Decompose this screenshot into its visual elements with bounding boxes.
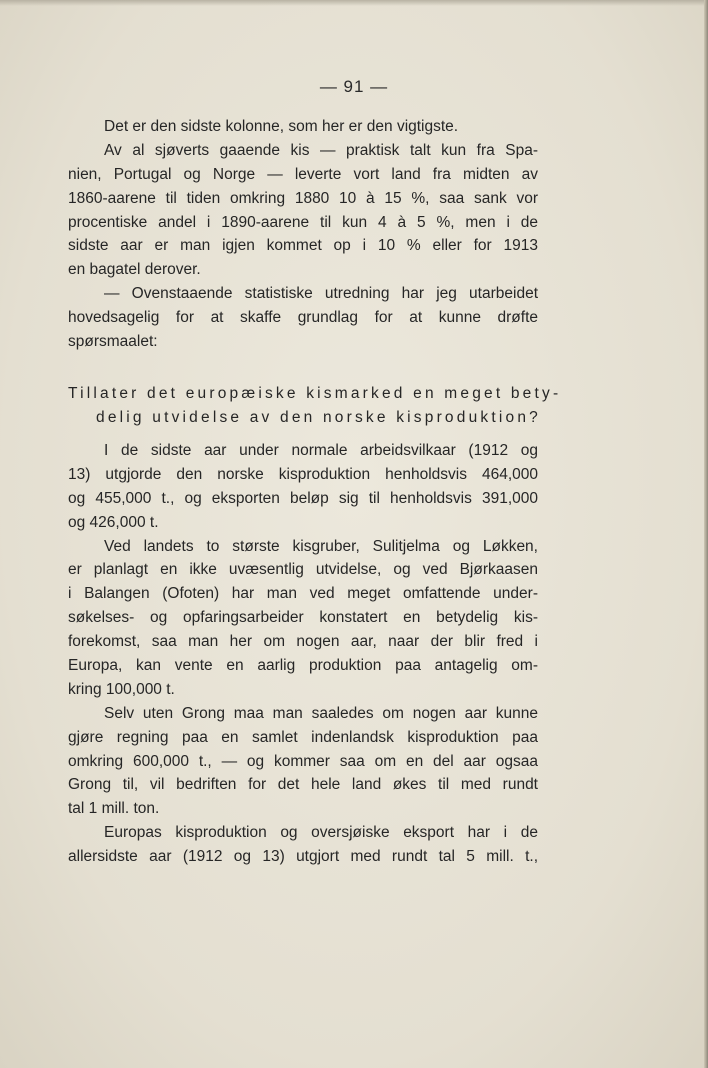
question-heading <box>68 382 562 430</box>
page-number: — 91 — <box>319 77 389 96</box>
page-top-shadow <box>0 0 708 6</box>
text-line: i Balangen (Ofoten) har man ved meget omfattende under- <box>68 585 538 603</box>
text-line: procentiske andel i 1890-aarene til kun 4 à 5 %, men i de <box>68 213 538 231</box>
text-line: gjøre regning paa en samlet indenlandsk kisproduktion paa <box>68 728 538 746</box>
text-line: 13) utgjorde den norske kisproduktion henholdsvis 464,000 <box>68 465 538 483</box>
text-line: tal 1 mill. ton. <box>68 800 160 818</box>
question-line: Tillater det europæiske kismarked en meget bety- <box>68 385 562 402</box>
text-line: en bagatel derover. <box>68 261 201 279</box>
text-line: allersidste aar (1912 og 13) utgjort med rundt tal 5 mill. t., <box>68 848 538 866</box>
text-line: Grong til, vil bedriften for det hele land økes til med rundt <box>68 776 538 794</box>
text-line: hovedsagelig for at skaffe grundlag for at kunne drøfte <box>68 309 538 327</box>
text-line: er planlagt en ikke uvæsentlig utvidelse, og ved Bjørkaasen <box>68 561 538 579</box>
text-line: søkelses- og opfaringsarbeider konstatert en betydelig kis- <box>68 609 538 627</box>
text-line: nien, Portugal og Norge — leverte vort land fra midten av <box>68 165 538 183</box>
paragraph-block-1 <box>68 115 538 354</box>
text-line: og 426,000 t. <box>68 513 159 531</box>
text-line: kring 100,000 t. <box>68 680 175 698</box>
text-line: 1860-aarene til tiden omkring 1880 10 à 15 %, saa sank vor <box>68 189 538 207</box>
paragraph-block-2 <box>68 439 538 869</box>
text-line: I de sidste aar under normale arbeidsvilkaar (1912 og <box>104 442 538 459</box>
text-line: forekomst, saa man her om nogen aar, naar der blir fred i <box>68 633 538 651</box>
text-line: Selv uten Grong maa man saaledes om nogen aar kunne <box>104 704 538 722</box>
text-line: omkring 600,000 t., — og kommer saa om en del aar ogsaa <box>68 752 538 770</box>
text-line: Europas kisproduktion og oversjøiske eksport har i de <box>104 824 538 842</box>
text-line: Av al sjøverts gaaende kis — praktisk talt kun fra Spa- <box>104 141 538 159</box>
text-line: Ved landets to største kisgruber, Sulitjelma og Løkken, <box>104 537 538 555</box>
text-line: Europa, kan vente en aarlig produktion paa antagelig om- <box>68 657 538 675</box>
text-line: og 455,000 t., og eksporten beløp sig til henholdsvis 391,000 <box>68 489 538 507</box>
text-line: sidste aar er man igjen kommet op i 10 % eller for 1913 <box>68 237 538 255</box>
text-line: spørsmaalet: <box>68 333 158 351</box>
question-line: delig utvidelse av den norske kisproduktion? <box>96 409 541 426</box>
page-right-edge <box>704 0 708 1068</box>
text-line: Det er den sidste kolonne, som her er den vigtigste. <box>104 118 459 135</box>
text-line: — Ovenstaaende statistiske utredning har jeg utarbeidet <box>104 285 538 303</box>
